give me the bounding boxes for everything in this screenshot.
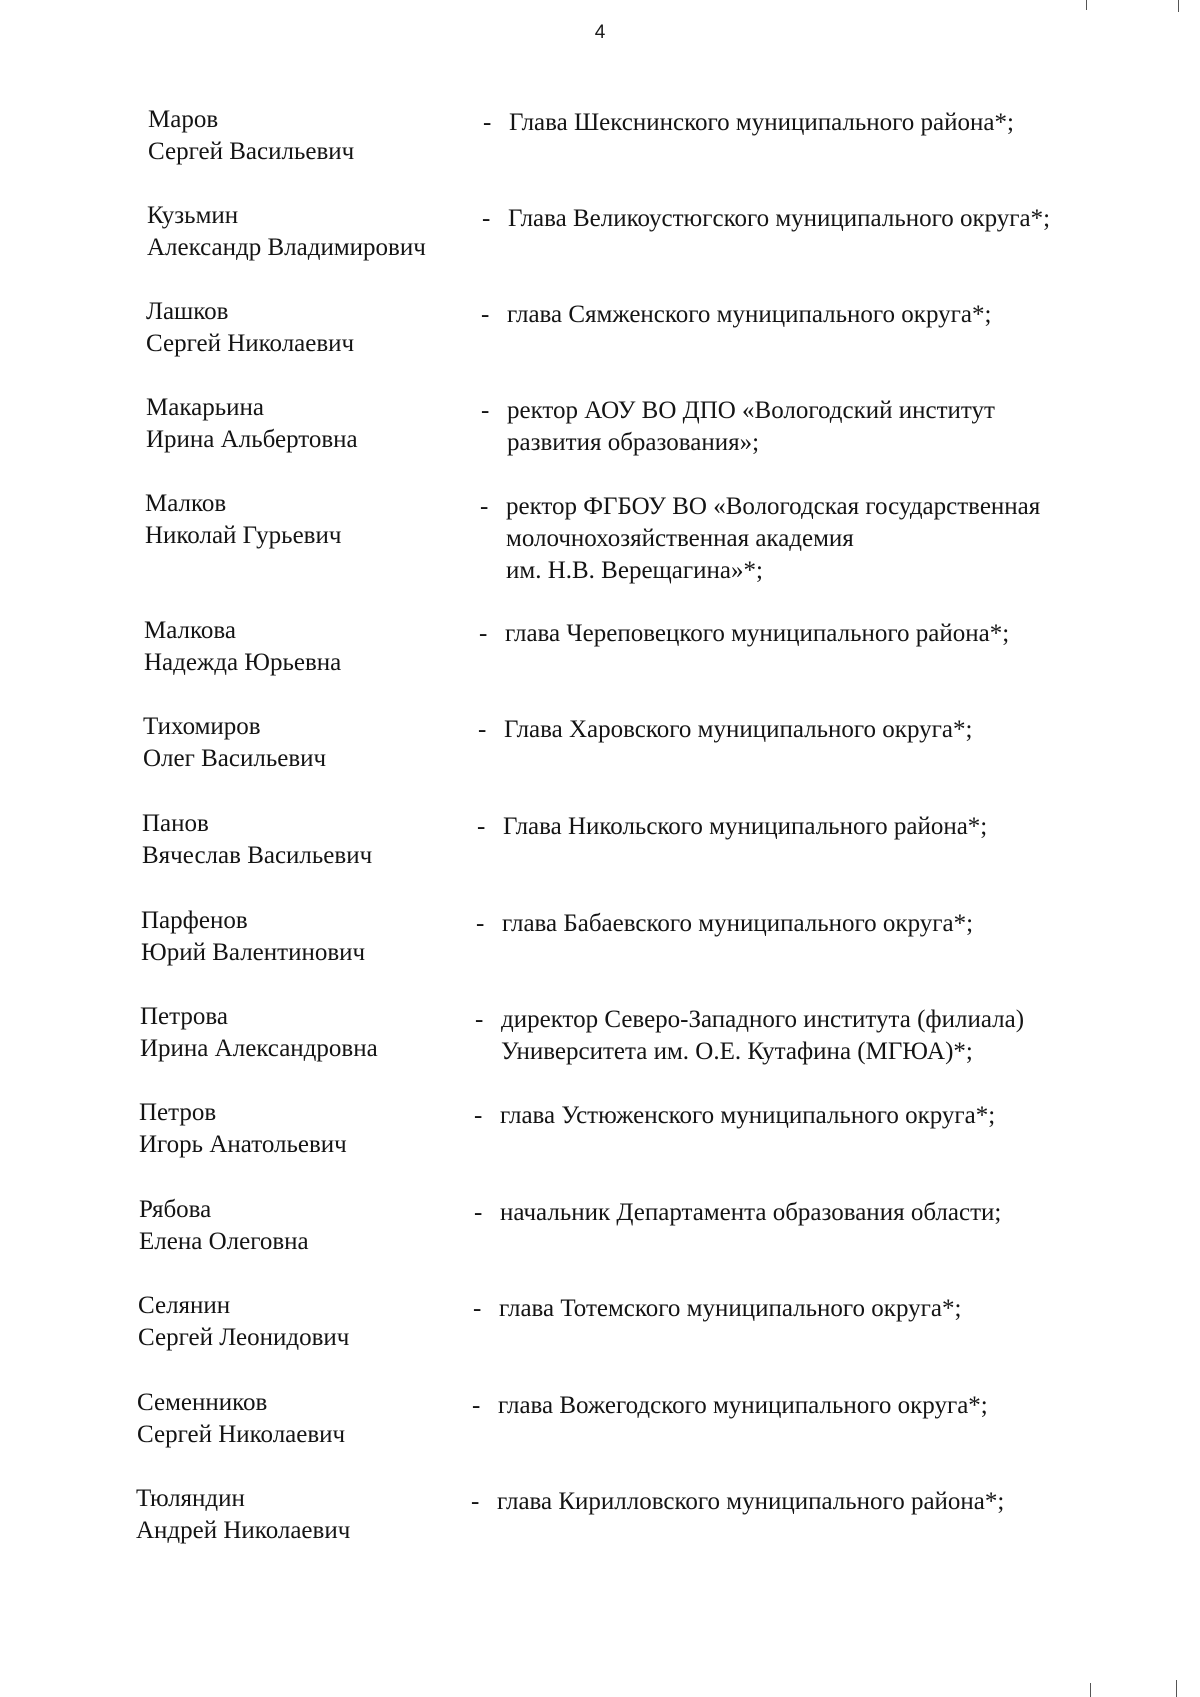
member-given-names: Сергей Николаевич bbox=[137, 1421, 346, 1448]
member-surname: Макарьина bbox=[146, 394, 264, 421]
member-role bbox=[473, 1293, 1139, 1325]
member-role bbox=[482, 203, 1148, 235]
role-line: Университета им. О.Е. Кутафина (МГЮА)*; bbox=[501, 1038, 973, 1065]
member-given-names: Сергей Леонидович bbox=[138, 1324, 350, 1351]
member-surname: Петров bbox=[139, 1099, 217, 1126]
member-role bbox=[478, 714, 1144, 746]
member-name bbox=[145, 488, 475, 552]
role-dash: - bbox=[473, 1295, 482, 1322]
member-name bbox=[140, 1001, 470, 1065]
role-line: Глава Харовского муниципального округа*; bbox=[504, 716, 973, 743]
member-given-names: Юрий Валентинович bbox=[141, 939, 366, 966]
scan-edge-mark bbox=[1178, 0, 1179, 12]
member-role bbox=[471, 1486, 1137, 1518]
role-line: Глава Шекснинского муниципального района*; bbox=[509, 109, 1014, 136]
role-line: глава Бабаевского муниципального округа*; bbox=[502, 910, 974, 937]
role-line: глава Кирилловского муниципального района*; bbox=[497, 1488, 1005, 1515]
member-given-names: Сергей Николаевич bbox=[146, 330, 355, 357]
member-name bbox=[146, 392, 476, 456]
member-role bbox=[481, 395, 1147, 459]
role-dash: - bbox=[480, 493, 489, 520]
member-name bbox=[139, 1097, 469, 1161]
member-surname: Панов bbox=[142, 810, 209, 837]
member-surname: Малкова bbox=[144, 617, 236, 644]
page-number: 4 bbox=[594, 22, 606, 43]
role-dash: - bbox=[474, 1102, 483, 1129]
role-dash: - bbox=[477, 813, 486, 840]
role-dash: - bbox=[482, 205, 491, 232]
member-name bbox=[138, 1290, 468, 1354]
member-role bbox=[474, 1100, 1140, 1132]
role-line: директор Северо-Западного института (филиала) bbox=[501, 1006, 1025, 1033]
member-surname: Тюляндин bbox=[136, 1485, 245, 1512]
member-given-names: Сергей Васильевич bbox=[148, 138, 355, 165]
member-name bbox=[144, 615, 474, 679]
member-surname: Маров bbox=[148, 106, 219, 133]
role-line: Глава Великоустюгского муниципального округа*; bbox=[508, 205, 1051, 232]
role-dash: - bbox=[478, 716, 487, 743]
scan-edge-mark bbox=[1176, 1680, 1177, 1697]
member-name bbox=[137, 1387, 467, 1451]
member-given-names: Ирина Александровна bbox=[140, 1035, 378, 1062]
role-dash: - bbox=[481, 301, 490, 328]
role-dash: - bbox=[481, 397, 490, 424]
member-given-names: Александр Владимирович bbox=[147, 234, 426, 261]
member-role bbox=[481, 299, 1147, 331]
member-surname: Селянин bbox=[138, 1292, 231, 1319]
member-surname: Парфенов bbox=[141, 907, 248, 934]
member-given-names: Вячеслав Васильевич bbox=[142, 842, 373, 869]
role-line: ректор ФГБОУ ВО «Вологодская государственная bbox=[506, 493, 1041, 520]
member-role bbox=[474, 1197, 1140, 1229]
member-surname: Петрова bbox=[140, 1003, 228, 1030]
member-surname: Кузьмин bbox=[147, 202, 239, 229]
role-line: начальник Департамента образования области; bbox=[500, 1199, 1002, 1226]
member-surname: Малков bbox=[145, 490, 227, 517]
member-given-names: Николай Гурьевич bbox=[145, 522, 342, 549]
member-given-names: Андрей Николаевич bbox=[136, 1517, 351, 1544]
role-line: глава Череповецкого муниципального района*; bbox=[505, 620, 1010, 647]
role-dash: - bbox=[474, 1199, 483, 1226]
member-surname: Рябова bbox=[139, 1196, 212, 1223]
member-name bbox=[143, 711, 473, 775]
scan-edge-mark bbox=[1086, 0, 1087, 10]
role-dash: - bbox=[483, 109, 492, 136]
member-name bbox=[142, 808, 472, 872]
role-line: развития образования»; bbox=[507, 429, 760, 456]
member-role bbox=[472, 1390, 1138, 1422]
role-line: глава Устюженского муниципального округа*; bbox=[500, 1102, 996, 1129]
member-surname: Семенников bbox=[137, 1389, 268, 1416]
role-dash: - bbox=[476, 910, 485, 937]
role-line: молочнохозяйственная академия bbox=[506, 525, 854, 552]
role-dash: - bbox=[471, 1488, 480, 1515]
member-given-names: Ирина Альбертовна bbox=[146, 426, 358, 453]
role-line: им. Н.В. Верещагина»*; bbox=[506, 557, 763, 584]
role-dash: - bbox=[475, 1006, 484, 1033]
member-surname: Лашков bbox=[146, 298, 229, 325]
member-role bbox=[477, 811, 1143, 843]
role-line: глава Сямженского муниципального округа*; bbox=[507, 301, 992, 328]
role-line: глава Тотемского муниципального округа*; bbox=[499, 1295, 962, 1322]
member-name bbox=[141, 905, 471, 969]
member-given-names: Елена Олеговна bbox=[139, 1228, 309, 1255]
role-dash: - bbox=[472, 1392, 481, 1419]
member-role bbox=[476, 908, 1142, 940]
member-surname: Тихомиров bbox=[143, 713, 261, 740]
member-role bbox=[479, 618, 1145, 650]
member-name bbox=[139, 1194, 469, 1258]
member-given-names: Олег Васильевич bbox=[143, 745, 327, 772]
member-given-names: Надежда Юрьевна bbox=[144, 649, 342, 676]
role-dash: - bbox=[479, 620, 488, 647]
member-name bbox=[148, 104, 478, 168]
member-name bbox=[147, 200, 477, 264]
member-name bbox=[146, 296, 476, 360]
role-line: Глава Никольского муниципального района*; bbox=[503, 813, 988, 840]
role-line: глава Вожегодского муниципального округа*; bbox=[498, 1392, 988, 1419]
member-role bbox=[483, 107, 1149, 139]
member-name bbox=[136, 1483, 466, 1547]
scan-edge-mark bbox=[1090, 1683, 1091, 1697]
member-given-names: Игорь Анатольевич bbox=[139, 1131, 347, 1158]
member-role bbox=[480, 491, 1146, 587]
member-role bbox=[475, 1004, 1141, 1068]
role-line: ректор АОУ ВО ДПО «Вологодский институт bbox=[507, 397, 995, 424]
